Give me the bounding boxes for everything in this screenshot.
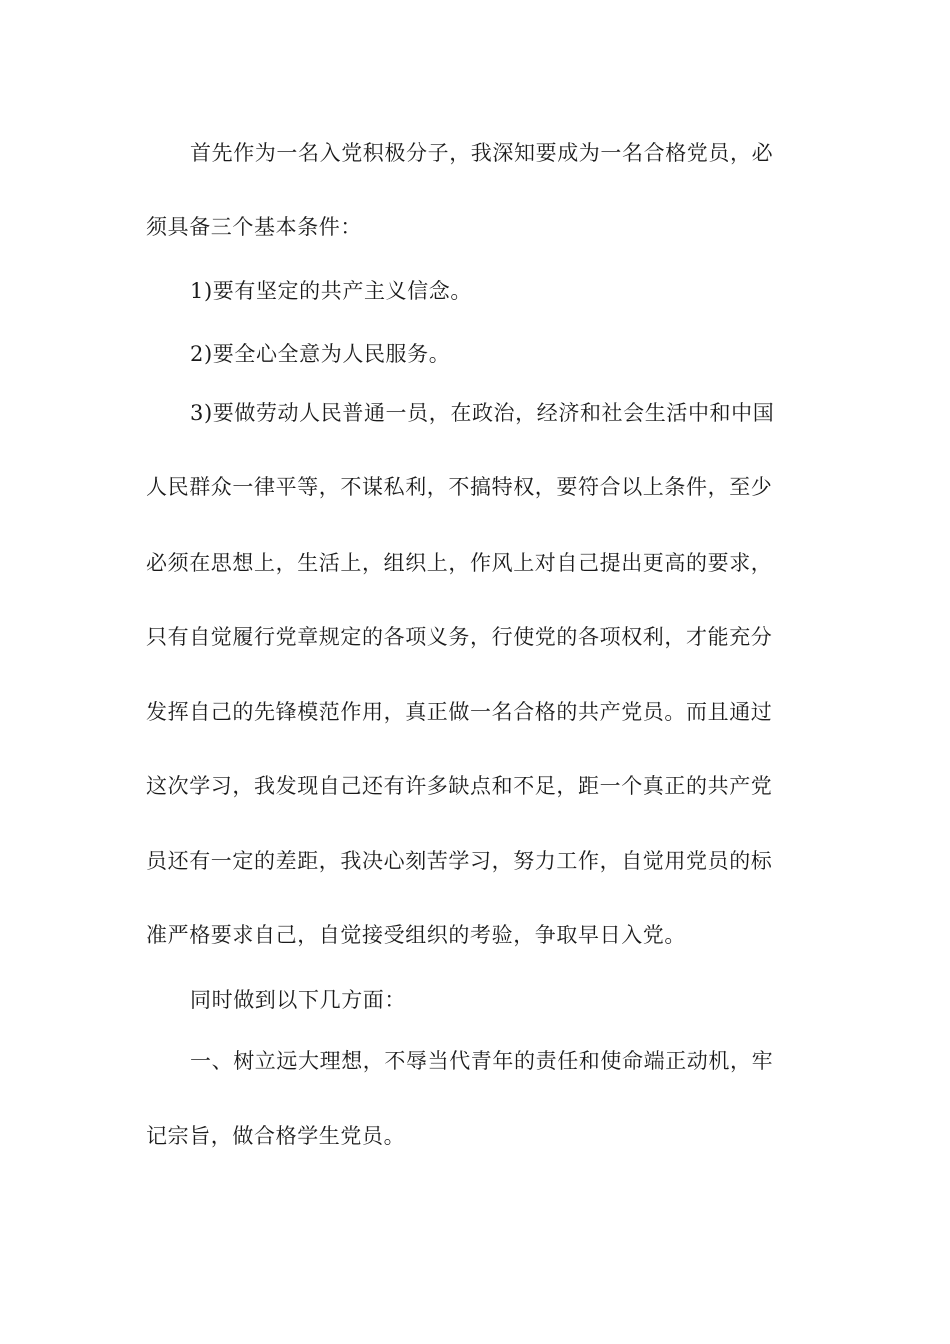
paragraph-1-line-2: 须具备三个基本条件： <box>146 215 362 239</box>
paragraph-3-line-3: 必须在思想上，生活上，组织上，作风上对自己提出更高的要求， <box>146 551 773 575</box>
paragraph-3-line-8: 准严格要求自己，自觉接受组织的考验，争取早日入党。 <box>146 923 686 947</box>
condition-item-3-line-1: 3)要做劳动人民普通一员，在政治，经济和社会生活中和中国 <box>190 401 775 425</box>
condition-item-1: 1)要有坚定的共产主义信念。 <box>190 279 472 303</box>
paragraph-1-line-1: 首先作为一名入党积极分子，我深知要成为一名合格党员，必 <box>190 141 774 165</box>
paragraph-3-line-6: 这次学习，我发现自己还有许多缺点和不足，距一个真正的共产党 <box>146 774 773 798</box>
paragraph-4: 同时做到以下几方面： <box>190 988 406 1012</box>
condition-item-2: 2)要全心全意为人民服务。 <box>190 342 451 366</box>
paragraph-3-line-4: 只有自觉履行党章规定的各项义务，行使党的各项权利，才能充分 <box>146 625 773 649</box>
paragraph-5-line-2: 记宗旨，做合格学生党员。 <box>146 1124 406 1148</box>
paragraph-3-line-5: 发挥自己的先锋模范作用，真正做一名合格的共产党员。而且通过 <box>146 700 773 724</box>
paragraph-5-line-1: 一、树立远大理想，不辱当代青年的责任和使命端正动机，牢 <box>190 1049 774 1073</box>
paragraph-3-line-7: 员还有一定的差距，我决心刻苦学习，努力工作，自觉用党员的标 <box>146 849 773 873</box>
paragraph-3-line-2: 人民群众一律平等，不谋私利，不搞特权，要符合以上条件，至少 <box>146 475 773 499</box>
